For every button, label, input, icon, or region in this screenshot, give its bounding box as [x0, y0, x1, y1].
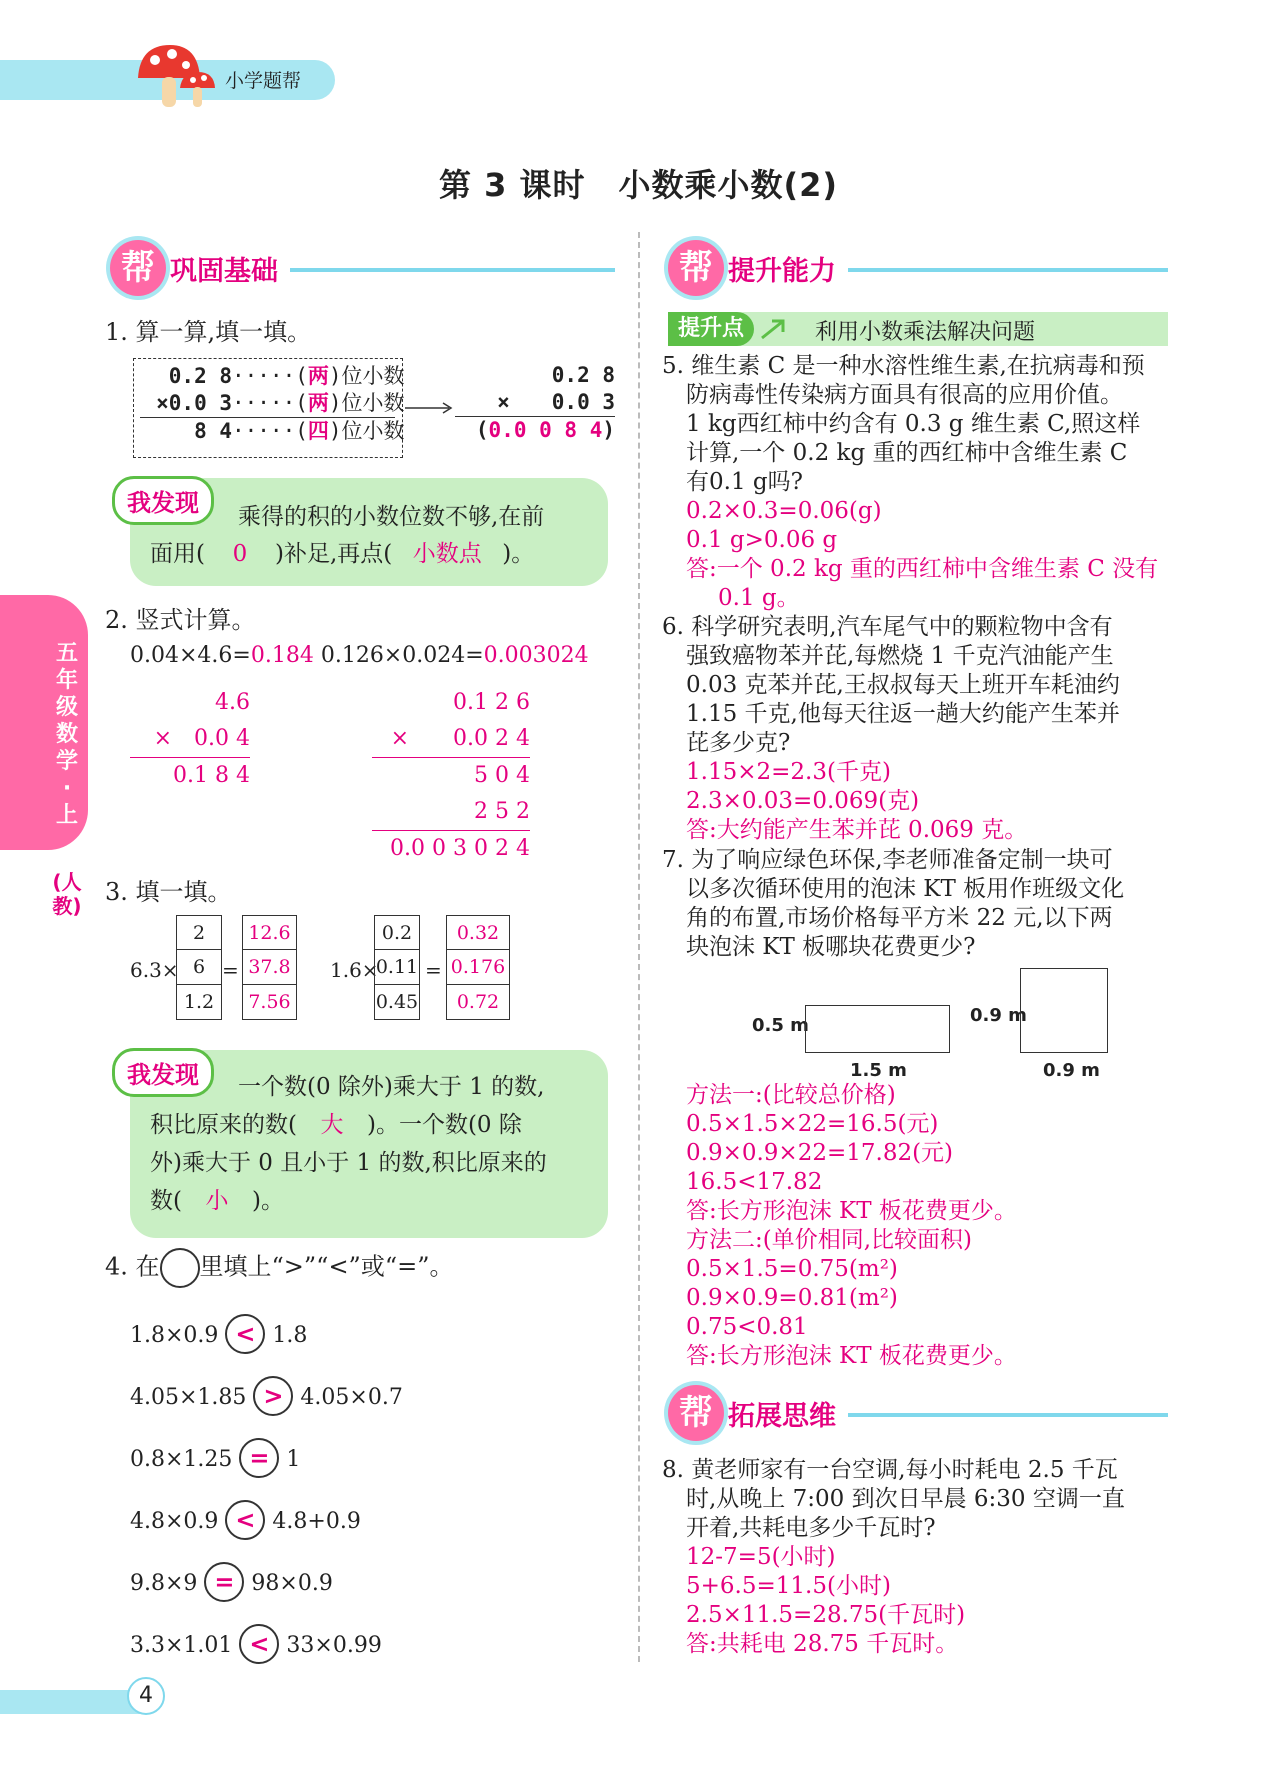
- discovery-tag: 我发现: [112, 1048, 214, 1097]
- q1-left-calc: [140, 363, 405, 445]
- q2-vertical-1: 4.6 × 0.0 4 0.1 8 4: [130, 685, 250, 794]
- discovery-text: 积比原来的数( 大 )。一个数(0 除: [150, 1112, 522, 1138]
- q6-text: 6. 科学研究表明,汽车尾气中的颗粒物中含有 强致癌物苯并芘,每燃烧 1 千克汽油能产生 0.03 克苯并芘,王叔叔每天上班开车耗油约 1.15 千克,他每天往返一趟大约能产生苯并 芘多少克?: [662, 614, 1120, 756]
- q1-right-calc: 0.2 8 × 0.0 3 (0.0 0 8 4): [455, 362, 615, 444]
- q7-text: 7. 为了响应绿色环保,李老师准备定制一块可 以多次循环使用的泡沫 KT 板用作班级文化 角的布置,市场价格每平方米 22 元,以下两 块泡沫 KT 板哪块花费更少?: [662, 847, 1125, 960]
- square-shape: [1020, 968, 1108, 1053]
- q4-item: 3.3×1.01 < 33×0.99: [130, 1615, 403, 1677]
- rect2-height-label: 0.9 m: [970, 1005, 1027, 1026]
- section-expand-header: [668, 1385, 836, 1441]
- brand-label: 小学题帮: [225, 70, 302, 92]
- rect1-shape: [805, 1005, 950, 1053]
- q1-row: ×0.0 3·····(两)位小数: [156, 391, 405, 415]
- bang-badge: 帮: [668, 1385, 724, 1441]
- section-underline: [290, 268, 615, 272]
- q3-right-inputs: 0.2 0.11 0.45: [374, 915, 420, 1020]
- q6-answer: 1.15×2=2.3(千克) 2.3×0.03=0.069(克) 答:大约能产生苯并芘 0.069 克。: [686, 759, 1028, 843]
- section-title: 拓展思维: [728, 1400, 836, 1432]
- q1-row: 0.2 8·····(两)位小数: [168, 364, 405, 388]
- q4-item: 4.8×0.9 < 4.8+0.9: [130, 1491, 403, 1553]
- section-underline: [848, 1413, 1168, 1417]
- mushroom-logo-icon: [130, 40, 220, 115]
- section-title: 提升能力: [728, 255, 836, 287]
- improve-point-text: 利用小数乘法解决问题: [815, 320, 1036, 345]
- q4-item: 0.8×1.25 = 1: [130, 1429, 403, 1491]
- discovery-text: 数( 小 )。: [150, 1188, 284, 1214]
- rect1-width-label: 1.5 m: [850, 1060, 907, 1081]
- bang-badge: 帮: [668, 240, 724, 296]
- discovery-text: 外)乘大于 0 且小于 1 的数,积比原来的: [150, 1150, 547, 1176]
- q4-item: 1.8×0.9 < 1.8: [130, 1305, 403, 1367]
- column-divider: [638, 232, 640, 1662]
- page-number: 4: [127, 1677, 165, 1715]
- improve-point-tag: 提升点: [668, 312, 754, 346]
- arrow-up-right-icon: [758, 316, 788, 342]
- side-tab-grade: 五年级数学·上: [55, 641, 78, 828]
- q3-equals: =: [222, 958, 239, 982]
- q3-left-inputs: 2 6 1.2: [176, 915, 222, 1020]
- rect1-height-label: 0.5 m: [752, 1015, 809, 1036]
- q3-left-outputs: 12.6 37.8 7.56: [242, 915, 297, 1020]
- q4-prompt: 4. 在 里填上“>”“<”或“=”。: [105, 1248, 453, 1288]
- discovery-text: 一个数(0 除外)乘大于 1 的数,: [238, 1074, 545, 1100]
- q2-expressions: 0.04×4.6=0.184 0.126×0.024=0.003024: [130, 643, 589, 668]
- q4-list: [130, 1305, 403, 1677]
- q1-row: 8 4·····(四)位小数: [194, 419, 405, 443]
- rect2-width-label: 0.9 m: [1043, 1060, 1100, 1081]
- q3-left-mult: 6.3×: [130, 958, 179, 982]
- section-consolidate-header: [110, 240, 278, 296]
- q4-item: 4.05×1.85 > 4.05×0.7: [130, 1367, 403, 1429]
- q7-answer: 方法一:(比较总价格) 0.5×1.5×22=16.5(元) 0.9×0.9×22=17.82(元) 16.5<17.82 答:长方形泡沫 KT 板花费更少。 方法二:(单价相同,比较面积) 0.5×1.5=0.75(m²) 0.9×0.9=0.81(m²) 0.75<0.81 答:长方形泡沫 KT 板花费更少。: [686, 1082, 1017, 1369]
- arrow-right-icon: [405, 400, 455, 416]
- q3-right-mult: 1.6×: [330, 958, 379, 982]
- q2-vertical-2: 0.1 2 6 × 0.0 2 4 5 0 4 2 5 2 0.0 0 3 0 2 4: [372, 685, 530, 867]
- side-tab-edition: (人教): [52, 870, 82, 918]
- section-title: 巩固基础: [170, 255, 278, 287]
- q8-answer: 12-7=5(小时) 5+6.5=11.5(小时) 2.5×11.5=28.75(千瓦时) 答:共耗电 28.75 千瓦时。: [686, 1544, 966, 1657]
- q3-right-outputs: 0.32 0.176 0.72: [446, 915, 510, 1020]
- discovery-text: 面用( 0 )补足,再点( 小数点 )。: [150, 541, 535, 567]
- discovery-text: 乘得的积的小数位数不够,在前: [238, 504, 545, 530]
- q8-text: 8. 黄老师家有一台空调,每小时耗电 2.5 千瓦 时,从晚上 7:00 到次日早晨 6:30 空调一直 开着,共耗电多少千瓦时?: [662, 1457, 1125, 1541]
- q5-answer: 0.2×0.3=0.06(g) 0.1 g>0.06 g 答:一个 0.2 kg 重的西红柿中含维生素 C 没有 0.1 g。: [686, 498, 1159, 611]
- bang-badge: 帮: [110, 240, 166, 296]
- q3-equals: =: [425, 958, 442, 982]
- q1-result: 0.0 0 8 4: [488, 418, 603, 442]
- q5-text: 5. 维生素 C 是一种水溶性维生素,在抗病毒和预 防病毒性传染病方面具有很高的应用价值。 1 kg西红柿中约含有 0.3 g 维生素 C,照这样 计算,一个 0.2 kg 重的西红柿中含维生素 C 有0.1 g吗?: [662, 353, 1145, 495]
- q1-prompt: 1. 算一算,填一填。: [105, 318, 312, 346]
- q3-prompt: 3. 填一填。: [105, 878, 232, 906]
- discovery-tag: 我发现: [112, 476, 214, 525]
- q2-prompt: 2. 竖式计算。: [105, 606, 256, 634]
- section-underline: [848, 268, 1168, 272]
- section-improve-header: [668, 240, 836, 296]
- q4-item: 9.8×9 = 98×0.9: [130, 1553, 403, 1615]
- page-title: 第 3 课时 小数乘小数(2): [438, 166, 839, 204]
- circle-blank-icon: [160, 1248, 200, 1288]
